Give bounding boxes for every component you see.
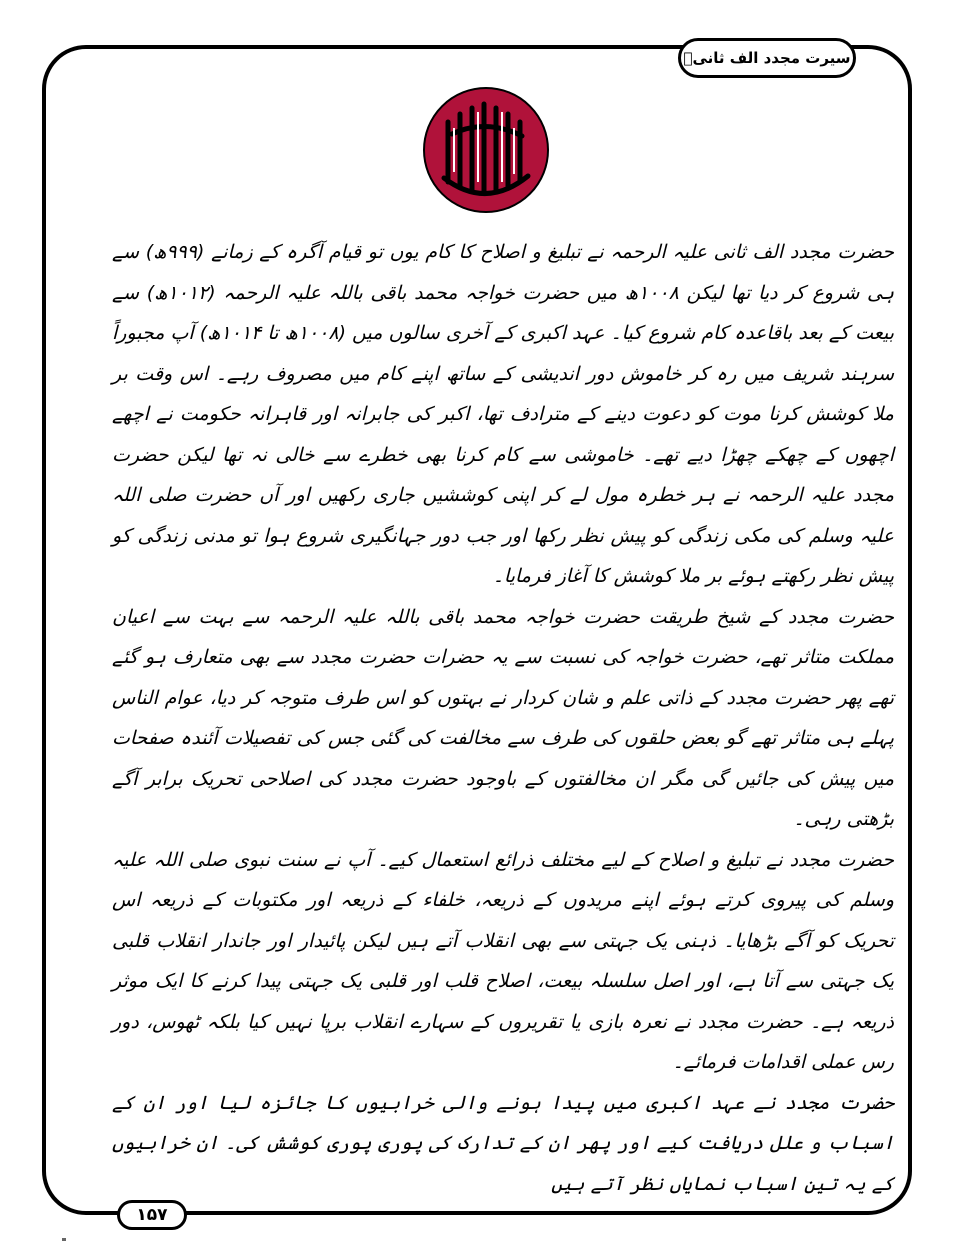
running-header	[678, 38, 856, 78]
page-number: ۱۵۷	[136, 1205, 168, 1225]
page-number-tab	[117, 1200, 187, 1230]
paragraph-2: حضرت مجدد کے شیخ طریقت حضرت خواجہ محمد باقی باللہ علیہ الرحمہ سے بہت سے اعیان مملکت متاثر تھے، حضرت خواجہ کی نسبت سے یہ حضرات حضرت مجدد سے بھی متعارف ہو گئے تھے پھر حضرت مجدد کے ذاتی علم و شان کردار نے بہتوں کو اس طرف متوجہ کر دیا، عوام الناس پہلے ہی متاثر تھے گو بعض حلقوں کی طرف سے مخالفت کی گئی جس کی تفصیلات آئندہ صفحات میں پیش کی جائیں گی مگر ان مخالفتوں کے باوجود حضرت مجدد کی اصلاحی تحریک برابر آگے بڑھتی رہی۔	[112, 605, 894, 830]
running-title: سیرت مجدد الف ثانیؒ	[683, 49, 851, 67]
bismillah-calligraphy-emblem	[418, 82, 554, 218]
paragraph-3: حضرت مجدد نے تبلیغ و اصلاح کے لیے مختلف ذرائع استعمال کیے۔ آپ نے سنت نبوی صلی اللہ علیہ وسلم کی پیروی کرتے ہوئے اپنے مریدوں کے ذریعہ، خلفاء کے ذریعہ اور مکتوبات کے ذریعہ اس تحریک کو آگے بڑھایا۔ ذہنی یک جہتی سے بھی انقلاب آتے ہیں لیکن پائیدار اور جاندار انقلاب قلبی یک جہتی سے آتا ہے، اور اصل سلسلہ بیعت، اصلاح قلب اور قلبی یک جہتی پیدا کرنے کا ایک موثر ذریعہ ہے۔ حضرت مجدد نے نعرہ بازی یا تقریروں کے سہارے انقلاب برپا نہیں کیا بلکہ ٹھوس، دور رس عملی اقدامات فرمائے۔	[112, 848, 895, 1073]
scan-speck	[62, 1238, 66, 1241]
paragraph-4: حضرت مجدد نے عہد اکبری میں پیدا ہونے والی خرابیوں کا جائزہ لیا اور ان کے اسباب و علل دریافت کیے اور پھر ان کے تدارک کی پوری پوری کوشش کی۔ ان خرابیوں کے یہ تین اسباب نمایاں نظر آتے ہیں	[112, 1091, 894, 1195]
paragraph-1: حضرت مجدد الف ثانی علیہ الرحمہ نے تبلیغ و اصلاح کا کام یوں تو قیام آگرہ کے زمانے (۹۹۹ھ) سے ہی شروع کر دیا تھا لیکن ۱۰۰۸ھ میں حضرت خواجہ محمد باقی باللہ علیہ الرحمہ (۱۰۱۲ھ) سے بیعت کے بعد باقاعدہ کام شروع کیا۔ عہد اکبری کے آخری سالوں میں (۱۰۰۸ھ تا ۱۰۱۴ھ) آپ مجبوراً سرہند شریف میں رہ کر خاموش دور اندیشی کے ساتھ اپنے کام میں مصروف رہے۔ اس وقت بر ملا کوشش کرنا موت کو دعوت دینے کے مترادف تھا، اکبر کی جابرانہ اور قاہرانہ حکومت نے اچھے اچھوں کے چھکے چھڑا دیے تھے۔ خاموشی سے کام کرنا بھی خطرے سے خالی نہ تھا لیکن حضرت مجدد علیہ الرحمہ نے ہر خطرہ مول لے کر اپنی کوششیں جاری رکھیں اور آں حضرت صلی اللہ علیہ وسلم کی مکی زندگی کو پیش نظر رکھا اور جب دور جہانگیری شروع ہوا تو مدنی زندگی کو پیش نظر رکھتے ہوئے بر ملا کوشش کا آغاز فرمایا۔	[112, 241, 894, 587]
body-text	[112, 232, 895, 1195]
